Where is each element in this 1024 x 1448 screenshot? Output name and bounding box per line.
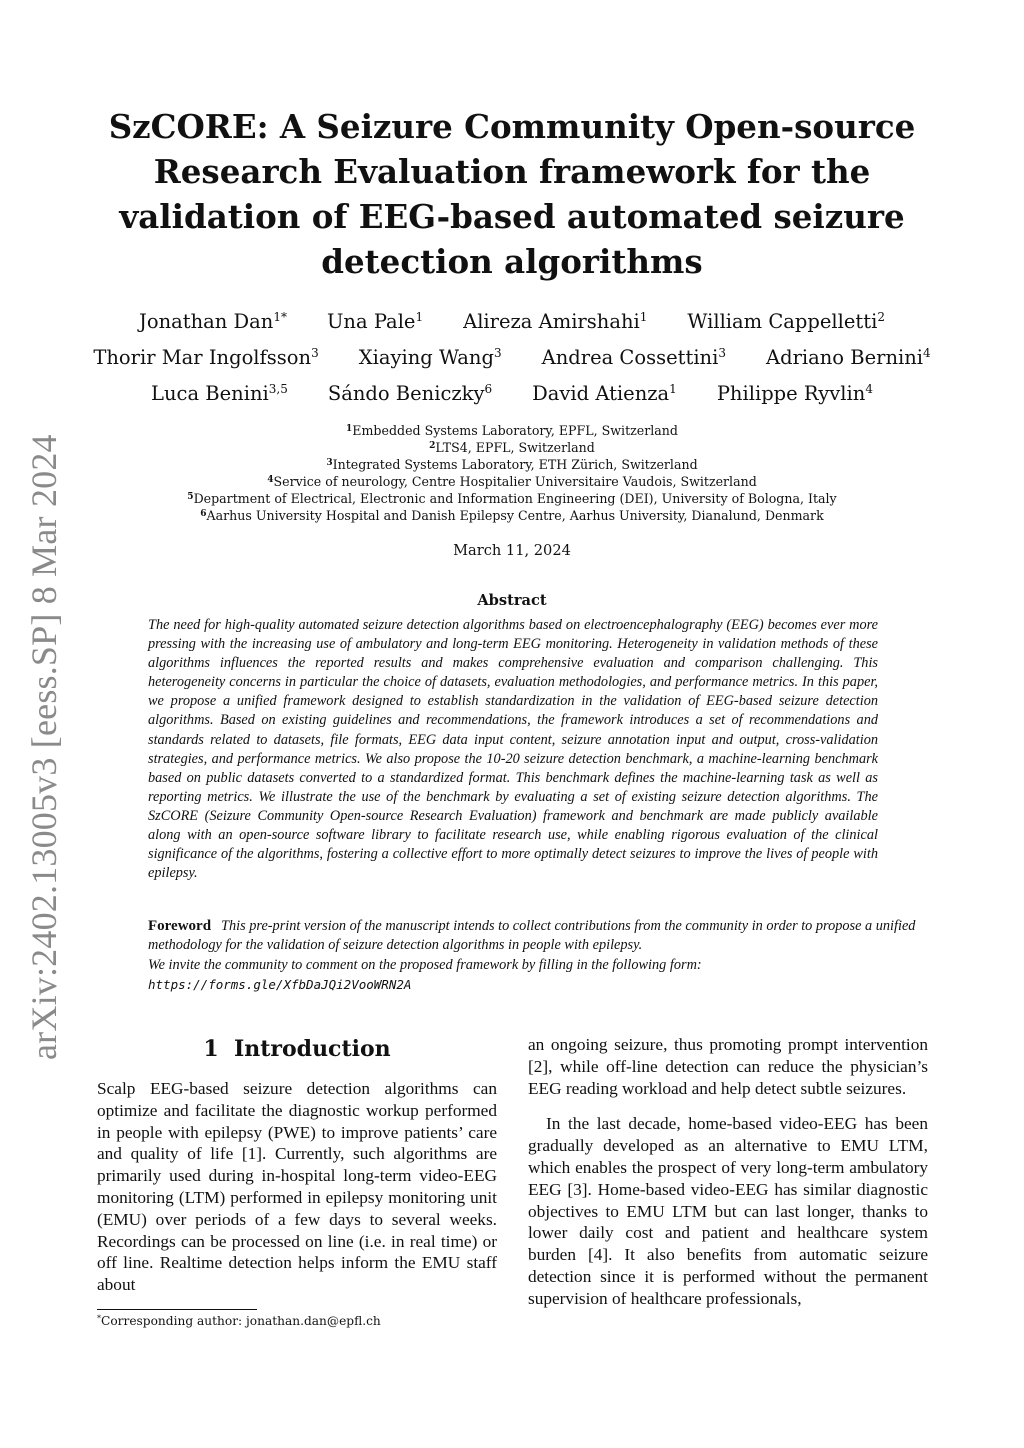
section-heading: 1 Introduction <box>203 1036 391 1062</box>
affiliation: $^5$Department of Electrical, Electronic and Information Engineering (DEI), University of Bologna, Italy <box>187 491 837 506</box>
author: Alireza Amirshahi$^1$ <box>463 310 648 333</box>
intro-paragraph: In the last decade, home-based video-EEG has been gradually developed as an alternative to EMU LTM, which enables the prospect of very long-term ambulatory EEG [3]. Home-based video-EEG has similar diagnostic objectives to EMU LTM but can last longer, thanks to lower daily cost and patient and healthcare system burden [4]. It also benefits from automatic seizure detection since it is performed without the permanent supervision of healthcare professionals, <box>528 1114 928 1308</box>
affiliation: $^3$Integrated Systems Laboratory, ETH Zürich, Switzerland <box>326 457 698 472</box>
left-column <box>97 1034 497 1296</box>
author: Una Pale$^1$ <box>327 310 424 333</box>
affiliation: $^2$LTS4, EPFL, Switzerland <box>429 440 595 455</box>
foreword-heading: Foreword <box>148 918 212 934</box>
affiliation: $^6$Aarhus University Hospital and Danish Epilepsy Centre, Aarhus University, Dianalund, Denmark <box>200 508 824 523</box>
footnote: *Corresponding author: jonathan.dan@epfl.ch <box>97 1314 381 1328</box>
author-row <box>80 376 944 412</box>
affiliation: $^1$Embedded Systems Laboratory, EPFL, Switzerland <box>346 423 678 438</box>
abstract-heading: Abstract <box>477 592 547 609</box>
paper-title: SzCORE: A Seizure Community Open-source Research Evaluation framework for the validation of EEG-based automated seizure detection algorithms <box>108 107 916 281</box>
right-column <box>528 1034 928 1310</box>
abstract-text: The need for high-quality automated seizure detection algorithms based on electroencephalography (EEG) becomes ever more pressing with the increasing use of ambulatory and long-term EEG monitoring. Heterogeneity in validation methods of these algorithms influences the reported results and makes comprehensive evaluation and comparison challenging. This heterogeneity concerns in particular the choice of datasets, evaluation methodologies, and performance metrics. In this paper, we propose a unified framework designed to establish standardization in the validation of EEG-based seizure detection algorithms. Based on existing guidelines and recommendations, the framework introduces a set of recommendations and standards related to datasets, file formats, EEG data input content, seizure annotation input and output, cross-validation strategies, and performance metrics. We also propose the 10-20 seizure detection benchmark, a machine-learning benchmark based on public datasets converted to a standardized format. This benchmark defines the machine-learning task as well as reporting metrics. We illustrate the use of the benchmark by evaluating a set of existing seizure detection algorithms. The SzCORE (Seizure Community Open-source Research Evaluation) framework and benchmark are made publicly available along with an open-source software library to facilitate research use, while enabling rigorous evaluation of the clinical significance of the algorithms, fostering a collective effort to more optimally detect seizures to improve the lives of people with epilepsy. <box>148 617 878 882</box>
author: Luca Benini$^{3,5}$ <box>151 382 288 405</box>
author: Thorir Mar Ingolfsson$^3$ <box>93 346 319 369</box>
author: Andrea Cossettini$^3$ <box>541 346 726 369</box>
intro-paragraph-continued: an ongoing seizure, thus promoting prompt intervention [2], while off-line detection can reduce the physician’s EEG reading workload and help detect subtle seizures. <box>528 1035 928 1098</box>
author: David Atienza$^1$ <box>532 382 677 405</box>
foreword-block <box>148 917 918 995</box>
author: Sándo Beniczky$^6$ <box>327 382 493 405</box>
arxiv-identifier-stamp: arXiv:2402.13005v3 [eess.SP] 8 Mar 2024 <box>24 434 64 1060</box>
affiliation: $^4$Service of neurology, Centre Hospitalier Universitaire Vaudois, Switzerland <box>267 474 757 489</box>
author: Adriano Bernini$^4$ <box>766 346 931 369</box>
author-row <box>80 304 944 340</box>
footnote-divider <box>97 1309 257 1310</box>
author: Jonathan Dan$^{1*}$ <box>139 310 287 333</box>
form-link[interactable]: https://forms.gle/XfbDaJQi2VooWRN2A <box>148 976 412 992</box>
foreword-invite-text: We invite the community to comment on the proposed framework by filling in the following form: <box>148 956 702 973</box>
foreword-text: This pre-print version of the manuscript intends to collect contributions from the community in order to propose a unified methodology for the validation of seizure detection algorithms in people with epilepsy. <box>148 918 916 954</box>
publication-date: March 11, 2024 <box>453 542 571 559</box>
author: William Cappelletti$^2$ <box>687 310 885 333</box>
intro-paragraph: Scalp EEG-based seizure detection algorithms can optimize and facilitate the diagnostic workup performed in people with epilepsy (PWE) to improve patients’ care and quality of life [1]. Currently, such algorithms are primarily used during in-hospital long-term video-EEG monitoring (LTM) performed in epilepsy monitoring unit (EMU) over periods of a few days to several weeks. Recordings can be processed on line (i.e. in real time) or off line. Realtime detection helps inform the EMU staff about <box>97 1079 497 1295</box>
author: Xiaying Wang$^3$ <box>358 346 502 369</box>
author-row <box>80 340 944 376</box>
affiliation-list <box>100 422 924 524</box>
author: Philippe Ryvlin$^4$ <box>716 382 873 405</box>
author-list <box>80 304 944 412</box>
